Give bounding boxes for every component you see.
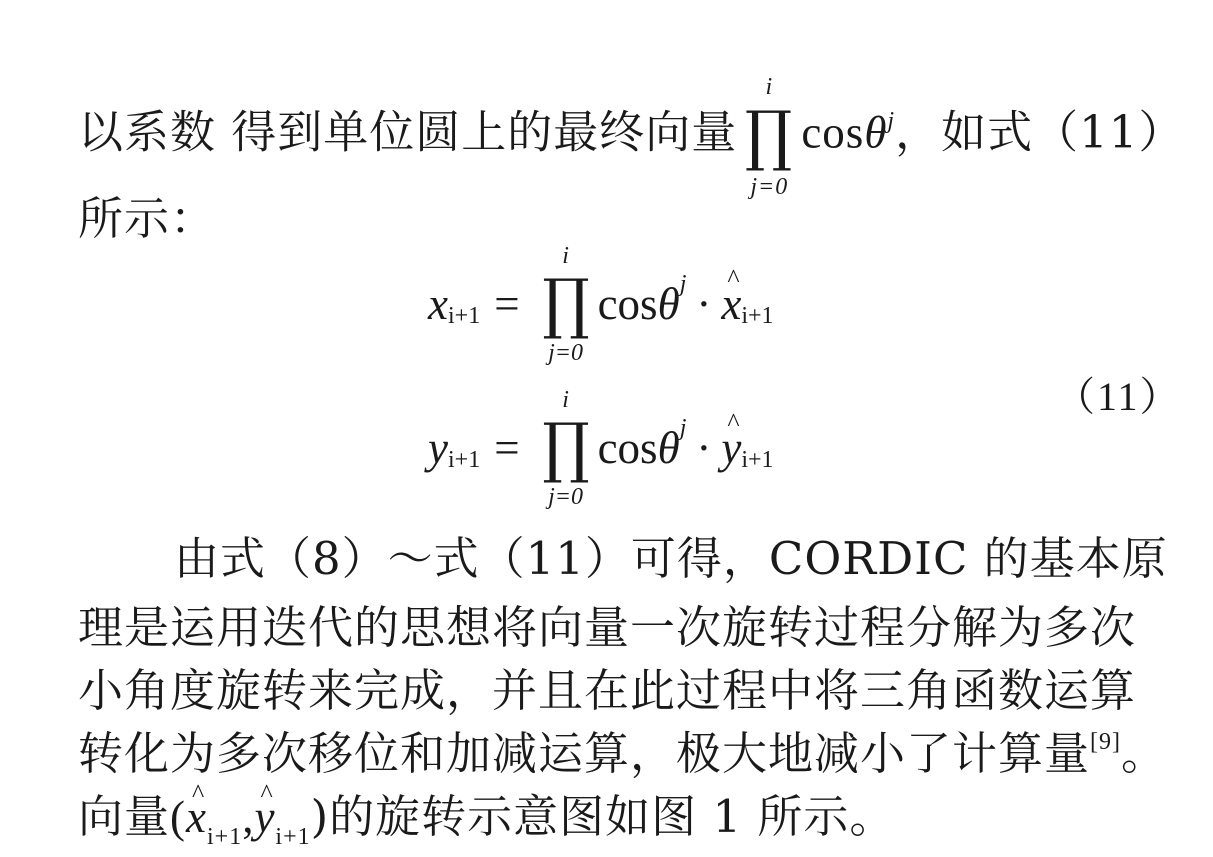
eq-x-hat-var: ^ x [721,278,741,330]
eq-y-hat-var: ^ y [721,422,741,474]
eq-y-prod-lower: j=0 [548,484,584,510]
eq-x-theta-sup: j [679,270,687,297]
vector-x-hat: ^ x [186,795,207,840]
vector-comma: , [242,792,255,842]
eq-y-sub: i+1 [447,446,481,473]
eq-x-var: x [428,279,448,329]
paragraph2-line2-text: 理是运用迭代的思想将向量一次旋转过程分解为多次 [78,601,1137,654]
paragraph2-line1 [78,532,1168,585]
paragraph2-line2 [78,601,1137,654]
theta-superscript: j [887,107,896,134]
eq-y-prod-symbol: ∏ [541,409,590,486]
eq-x-product [536,243,596,366]
eq-y-var: y [428,423,448,473]
product-lower-limit: j=0 [750,174,789,200]
eq-x-prod-symbol: ∏ [541,265,590,342]
eq-y-theta: θ [657,423,680,473]
paragraph2-line4 [78,727,1168,780]
eq-y-equals: = [494,423,520,473]
eq-x-prod-upper: i [562,243,569,269]
paragraph1-line1 [78,74,1185,200]
equation-number: （11） [1055,374,1182,419]
vector-open: 向量( [78,792,186,842]
paragraph2-line4-text: 转化为多次移位和加减运算，极大地减小了计算量 [78,727,1091,780]
paragraph2-line5 [78,790,896,850]
paragraph1-line2 [78,192,217,245]
citation-ref: [9] [1090,729,1121,755]
theta-symbol: θ [864,107,888,158]
paragraph2-line4-tail: 。 [1121,727,1168,780]
paragraph2-line3-text: 小角度旋转来完成，并且在此过程中将三角函数运算 [78,664,1137,717]
eq-x-cos: cos [597,279,658,329]
paragraph2-line5-tail: )的旋转示意图如图 1 所示。 [310,790,896,843]
equation-row-x [428,243,774,366]
eq-x-prod-lower: j=0 [548,340,584,366]
eq-y-cos: cos [597,423,658,473]
paragraph1-line1-tail: ，如式（11） [895,105,1185,159]
product-upper-limit: i [765,74,774,100]
product-operator [739,74,799,200]
eq-x-dot: · [696,279,712,329]
eq-y-product [536,387,596,510]
vector-y-hat: ^ y [254,795,275,840]
eq-y-hat-sub: i+1 [741,446,774,473]
eq-y-prod-upper: i [562,387,569,413]
cos-function: cos [801,107,865,158]
paragraph1-line1-text: 以系数 得到单位圆上的最终向量 [78,105,738,159]
equation-block [428,243,774,510]
equation-row-y [428,387,774,510]
eq-y-theta-sup: j [679,414,687,441]
eq-x-sub: i+1 [447,302,481,329]
paragraph2-line1-text: 由式（8）～式（11）可得，CORDIC 的基本原 [174,532,1168,585]
vector-y-sub: i+1 [275,824,311,850]
product-symbol: ∏ [745,97,794,174]
paragraph1-line2-text: 所示： [78,192,217,245]
eq-y-dot: · [696,423,712,473]
eq-x-equals: = [494,279,520,329]
eq-x-theta: θ [657,279,680,329]
vector-x-sub: i+1 [206,824,243,850]
eq-x-hat-sub: i+1 [741,302,774,329]
paragraph2-line3 [78,664,1137,717]
